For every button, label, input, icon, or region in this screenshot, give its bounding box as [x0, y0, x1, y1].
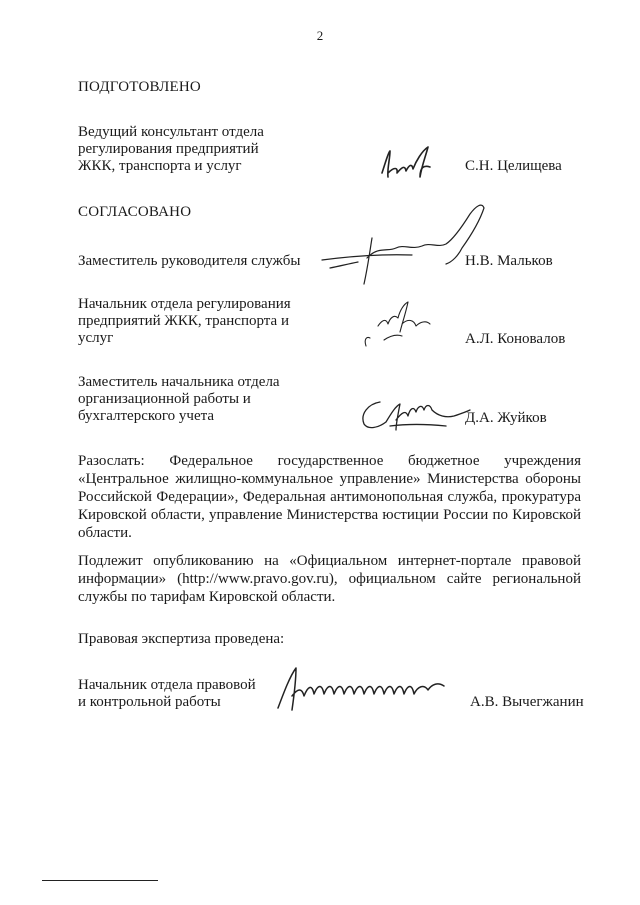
distribution-paragraph: Разослать: Федеральное государственное бюджетное учреждения «Центральное жилищно-коммунальное управление» Министерства обороны Российской Федерации», Федеральная антимонопольная служба, прокуратура Кировской области, управление Министерства юстиции России по Кировской области. [78, 453, 581, 541]
prepared-role-line: Ведущий консультант отдела [78, 124, 264, 140]
agreed-signer-3-role [78, 374, 280, 425]
agreed-signer-3-role-line: Заместитель начальника отдела [78, 374, 280, 390]
legal-role-line: и контрольной работы [78, 694, 221, 710]
signature-zhuikov [356, 394, 472, 438]
prepared-name: С.Н. Целищева [465, 158, 562, 174]
signature-malkov [312, 200, 502, 290]
prepared-role-line: ЖКК, транспорта и услуг [78, 158, 242, 174]
agreed-signer-3-role-line: организационной работы и [78, 391, 251, 407]
prepared-heading: ПОДГОТОВЛЕНО [78, 79, 201, 95]
agreed-signer-2-role-line: предприятий ЖКК, транспорта и [78, 313, 289, 329]
agreed-signer-3-name: Д.А. Жуйков [465, 410, 547, 426]
agreed-signer-3-role-line: бухгалтерского учета [78, 408, 215, 424]
signature-tselishcheva [378, 143, 438, 185]
legal-role-line: Начальник отдела правовой [78, 677, 256, 693]
page-number: 2 [316, 28, 324, 43]
publication-paragraph: Подлежит опубликованию на «Официальном интернет-портале правовой информации» (http://www.pravo.gov.ru), официальном сайте региональной службы по тарифам Кировской области. [78, 553, 581, 605]
agreed-signer-2-role-line: услуг [78, 330, 114, 346]
signature-konovalov [356, 296, 446, 358]
legal-statement: Правовая экспертиза проведена: [78, 631, 285, 647]
footer-divider [42, 880, 158, 881]
legal-name: А.В. Вычегжанин [470, 694, 584, 710]
prepared-role [78, 124, 264, 175]
legal-role [78, 677, 256, 711]
agreed-signer-1-role-line: Заместитель руководителя службы [78, 253, 301, 269]
agreed-heading: СОГЛАСОВАНО [78, 204, 192, 220]
agreed-signer-2-role [78, 296, 291, 347]
agreed-signer-1-role [78, 253, 300, 270]
signature-vychegzhanin [270, 662, 460, 718]
prepared-role-line: регулирования предприятий [78, 141, 259, 157]
agreed-signer-1-name: Н.В. Мальков [465, 253, 553, 269]
agreed-signer-2-name: А.Л. Коновалов [465, 331, 566, 347]
agreed-signer-2-role-line: Начальник отдела регулирования [78, 296, 291, 312]
